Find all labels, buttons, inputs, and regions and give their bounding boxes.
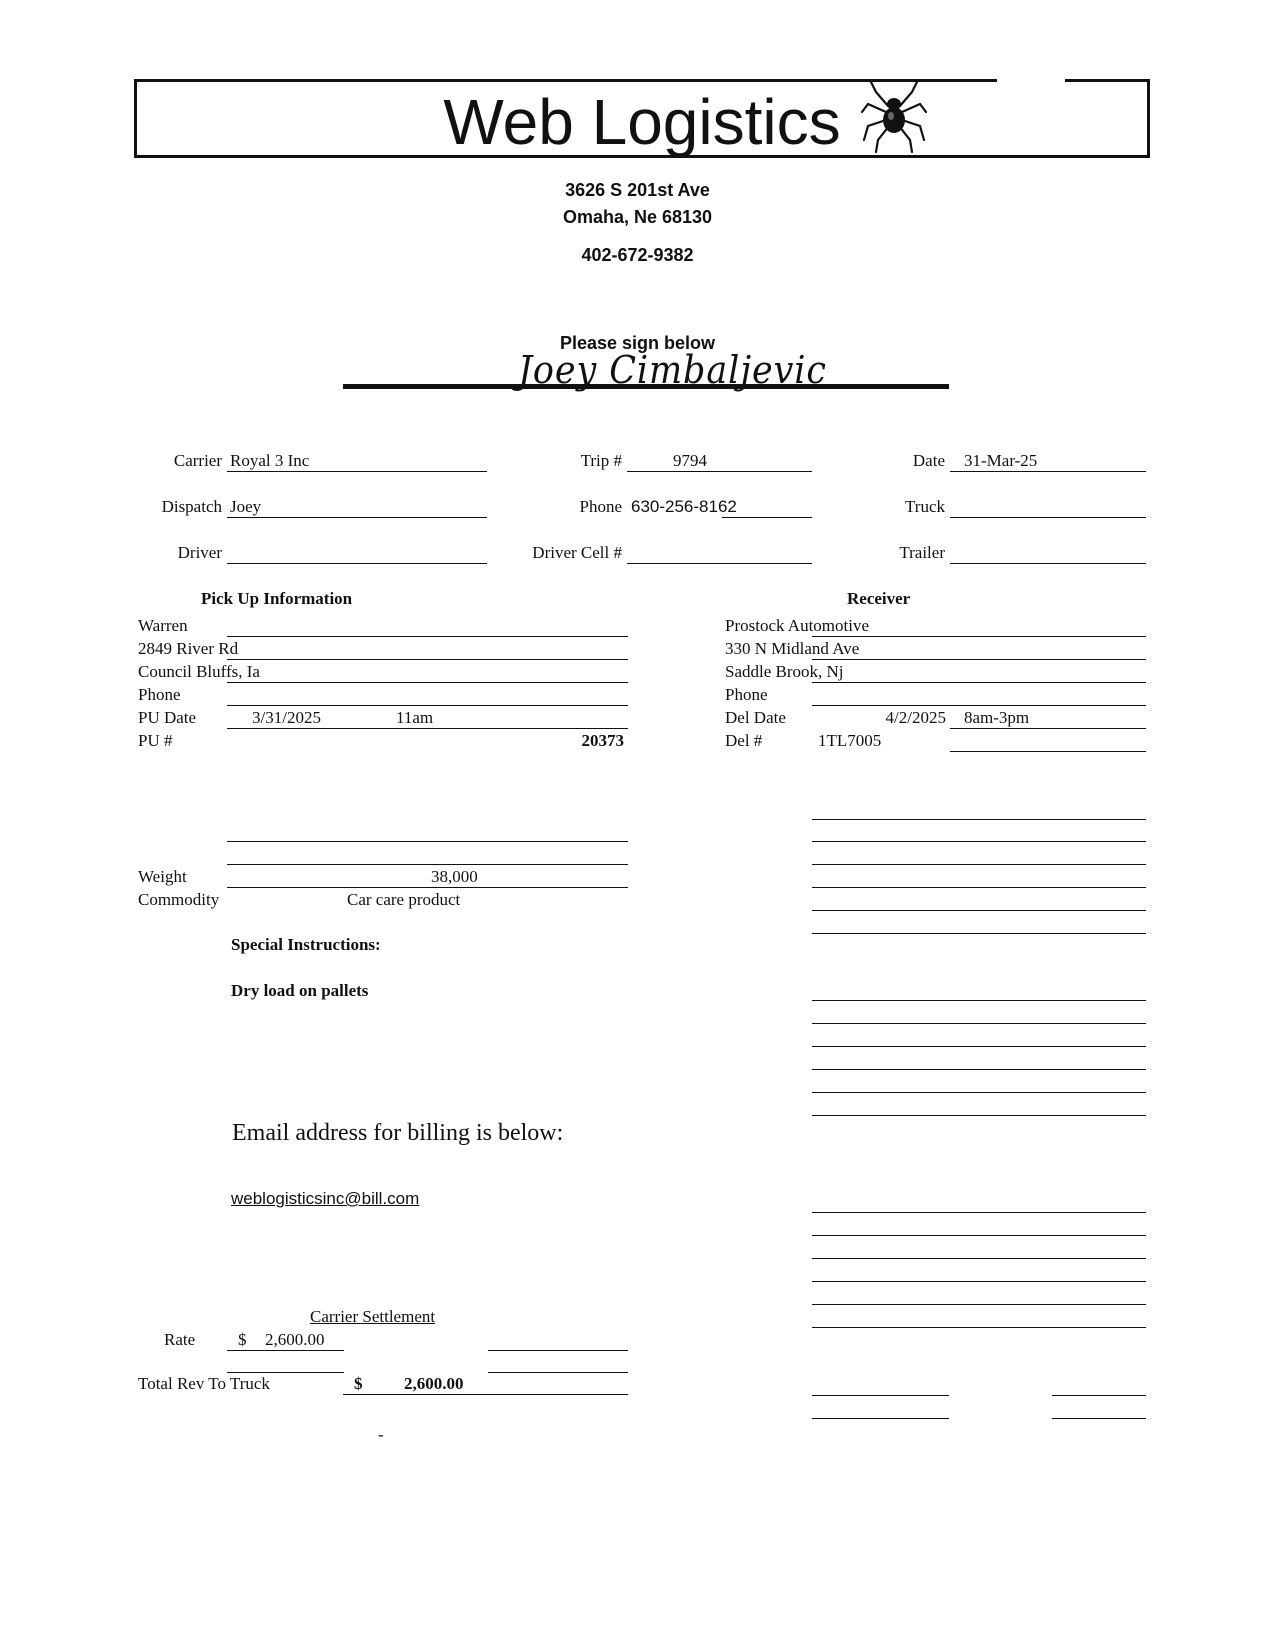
blank-line[interactable] (812, 1327, 1146, 1328)
receiver-time-underline (950, 728, 1146, 729)
rate-underline (227, 1350, 344, 1351)
blank-line[interactable] (812, 1115, 1146, 1116)
receiver-name-underline (812, 636, 1146, 637)
blank-line[interactable] (812, 1395, 949, 1396)
blank-line[interactable] (1052, 1395, 1146, 1396)
date-label: Date (912, 451, 945, 470)
pickup-name-underline (227, 636, 628, 637)
weight-underline (227, 887, 628, 888)
pickup-extra-line-2 (227, 864, 628, 865)
pickup-number-value[interactable]: 20373 (581, 731, 624, 750)
date-value[interactable]: 31-Mar-25 (964, 451, 1038, 470)
pickup-city[interactable]: Council Bluffs, Ia (138, 662, 260, 681)
total-rev-currency: $ (354, 1374, 363, 1393)
pickup-time-value[interactable]: 11am (396, 708, 434, 727)
pickup-phone-label: Phone (138, 685, 181, 704)
receiver-city[interactable]: Saddle Brook, Nj (725, 662, 844, 681)
receiver-phone-label: Phone (725, 685, 768, 704)
truck-underline[interactable] (950, 517, 1146, 518)
pickup-number-label: PU # (138, 731, 173, 750)
driver-cell-label: Driver Cell # (532, 543, 622, 562)
total-rev-value[interactable]: 2,600.00 (404, 1374, 464, 1393)
receiver-time-value[interactable]: 8am-3pm (964, 708, 1030, 727)
settlement-dash: - (378, 1425, 384, 1444)
dispatch-underline (227, 517, 487, 518)
driver-label: Driver (177, 543, 222, 562)
blank-line[interactable] (1052, 1418, 1146, 1419)
blank-line[interactable] (812, 1281, 1146, 1282)
blank-line[interactable] (812, 887, 1146, 888)
commodity-label: Commodity (138, 890, 220, 909)
driver-cell-underline[interactable] (627, 563, 812, 564)
carrier-label: Carrier (173, 451, 222, 470)
receiver-city-underline (812, 682, 1146, 683)
signature-line (343, 384, 949, 389)
carrier-underline (227, 471, 487, 472)
carrier-settlement-heading: Carrier Settlement (310, 1307, 436, 1326)
weight-label: Weight (138, 867, 187, 886)
blank-line[interactable] (812, 1069, 1146, 1070)
rate-currency: $ (238, 1330, 247, 1349)
total-rev-underline (343, 1394, 628, 1395)
phone-label: Phone (579, 497, 622, 516)
blank-line[interactable] (812, 910, 1146, 911)
blank-line[interactable] (812, 1235, 1146, 1236)
receiver-name[interactable]: Prostock Automotive (725, 616, 870, 635)
settlement-blank-3[interactable] (488, 1372, 628, 1373)
blank-line[interactable] (812, 1092, 1146, 1093)
total-rev-label: Total Rev To Truck (138, 1374, 270, 1393)
pickup-heading: Pick Up Information (201, 589, 353, 608)
spider-icon (858, 74, 930, 154)
pickup-date-label: PU Date (138, 708, 197, 727)
rate-value[interactable]: 2,600.00 (265, 1330, 325, 1349)
settlement-blank-2[interactable] (227, 1372, 344, 1373)
receiver-number-label: Del # (725, 731, 763, 750)
receiver-number-underline (950, 751, 1146, 752)
receiver-street-underline (812, 659, 1146, 660)
phone-underline (722, 517, 812, 518)
blank-line[interactable] (812, 841, 1146, 842)
receiver-date-label: Del Date (725, 708, 786, 727)
trip-underline (627, 471, 812, 472)
company-address-line1: 3626 S 201st Ave (565, 180, 710, 200)
blank-line[interactable] (812, 1000, 1146, 1001)
trip-value[interactable]: 9794 (673, 451, 707, 470)
company-title-box (134, 79, 1150, 158)
receiver-date-value[interactable]: 4/2/2025 (885, 708, 946, 727)
pickup-street-underline (227, 659, 628, 660)
company-address-line2: Omaha, Ne 68130 (562, 207, 713, 227)
pickup-date-value[interactable]: 3/31/2025 (252, 708, 321, 727)
truck-label: Truck (905, 497, 945, 516)
commodity-value[interactable]: Car care product (347, 890, 461, 909)
blank-line[interactable] (812, 1258, 1146, 1259)
trailer-underline[interactable] (950, 563, 1146, 564)
settlement-blank-1[interactable] (488, 1350, 628, 1351)
blank-line[interactable] (812, 1023, 1146, 1024)
pickup-date-underline (227, 728, 628, 729)
blank-line[interactable] (812, 1046, 1146, 1047)
pickup-phone-underline[interactable] (227, 705, 628, 706)
title-box-gap (997, 78, 1065, 86)
receiver-heading: Receiver (847, 589, 911, 608)
receiver-street[interactable]: 330 N Midland Ave (725, 639, 860, 658)
blank-line[interactable] (812, 819, 1146, 820)
driver-underline[interactable] (227, 563, 487, 564)
phone-value[interactable]: 630-256-8162 (631, 497, 737, 516)
blank-line[interactable] (812, 1212, 1146, 1213)
special-instructions-heading: Special Instructions: (231, 935, 381, 954)
pickup-extra-line-1 (227, 841, 628, 842)
rate-label: Rate (164, 1330, 196, 1349)
signature-prompt: Please sign below (559, 333, 716, 353)
company-name: Web Logistics (443, 86, 841, 158)
trailer-label: Trailer (899, 543, 945, 562)
billing-heading: Email address for billing is below: (232, 1120, 564, 1146)
carrier-value[interactable]: Royal 3 Inc (230, 451, 310, 470)
pickup-street[interactable]: 2849 River Rd (138, 639, 239, 658)
trip-label: Trip # (580, 451, 622, 470)
pickup-name[interactable]: Warren (138, 616, 188, 635)
dispatch-label: Dispatch (161, 497, 222, 516)
receiver-phone-underline[interactable] (812, 705, 1146, 706)
blank-line[interactable] (812, 864, 1146, 865)
date-underline (950, 471, 1146, 472)
special-instructions-text: Dry load on pallets (231, 981, 369, 1000)
blank-line[interactable] (812, 1418, 949, 1419)
weight-value[interactable]: 38,000 (431, 867, 478, 886)
dispatch-value[interactable]: Joey (230, 497, 262, 516)
company-phone: 402-672-9382 (581, 245, 694, 265)
pickup-city-underline (227, 682, 628, 683)
blank-line[interactable] (812, 933, 1146, 934)
billing-email-link[interactable]: weblogisticsinc@bill.com (231, 1189, 420, 1208)
receiver-number-value[interactable]: 1TL7005 (818, 731, 882, 750)
signature-name[interactable]: Joey Cimbaljevic (518, 348, 827, 392)
blank-line[interactable] (812, 1304, 1146, 1305)
